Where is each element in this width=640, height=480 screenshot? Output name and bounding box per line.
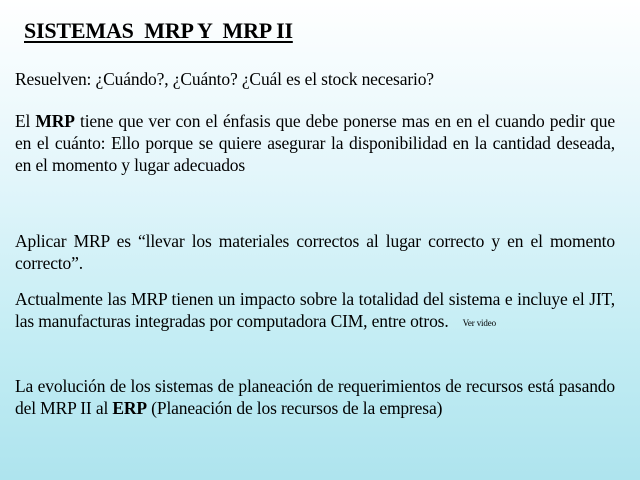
paragraph-apply-mrp: Aplicar MRP es “llevar los materiales correctos al lugar correcto y en el momento correcto”. xyxy=(15,231,615,273)
paragraph-mrp-emphasis xyxy=(15,110,615,176)
p4-text: Actualmente las MRP tienen un impacto sobre la totalidad del sistema e incluye el JIT, las manufacturas integradas por computadora CIM, entre otros. xyxy=(15,289,615,331)
ver-video-link[interactable]: Ver video xyxy=(462,318,496,328)
slide-title: SISTEMAS MRP Y MRP II xyxy=(24,18,293,43)
mrp-bold-term: MRP xyxy=(35,111,75,131)
erp-bold-term: ERP xyxy=(112,398,147,418)
p5-prefix: La evolución de los sistemas de planeación de requerimientos de recursos está pasando del MRP II al xyxy=(15,376,615,418)
p5-rest: (Planeación de los recursos de la empresa) xyxy=(146,398,443,418)
p2-prefix: El xyxy=(15,111,36,131)
paragraph-evolution xyxy=(15,375,615,419)
p2-rest: tiene que ver con el énfasis que debe ponerse mas en en el cuando pedir que en el cuánto: Ello porque se quiere asegurar la disponibilidad en la cantidad deseada, en el momento y lugar adecuados xyxy=(15,111,615,175)
paragraph-questions: Resuelven: ¿Cuándo?, ¿Cuánto? ¿Cuál es el stock necesario? xyxy=(15,69,434,89)
paragraph-current-mrp xyxy=(15,288,615,334)
